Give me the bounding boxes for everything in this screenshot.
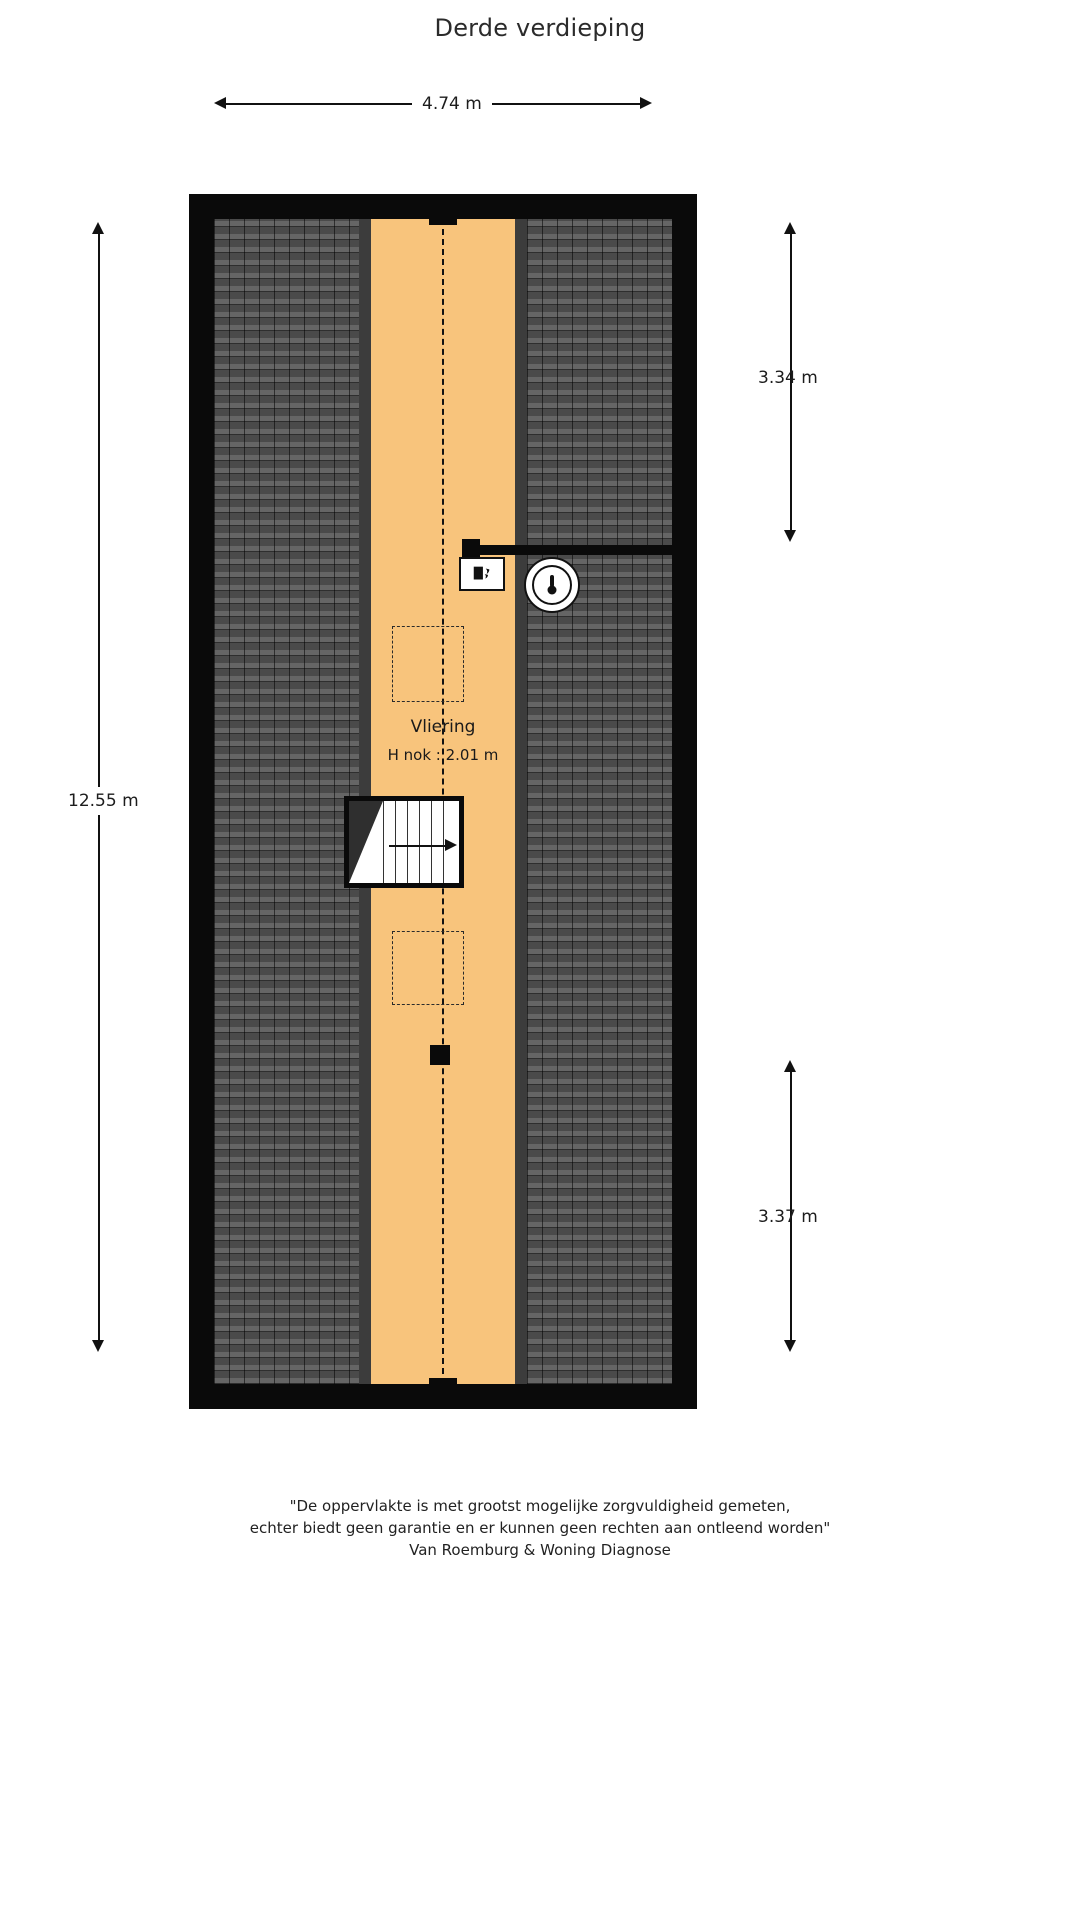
dimension-right-bottom-arrow-down bbox=[784, 1340, 796, 1352]
dimension-left-arrow-down bbox=[92, 1340, 104, 1352]
staircase[interactable] bbox=[344, 796, 464, 888]
staircase-tread bbox=[419, 801, 420, 883]
roof-window-outline-upper bbox=[392, 626, 464, 702]
staircase-tread bbox=[407, 801, 408, 883]
dimension-right-bottom-line bbox=[790, 1070, 792, 1340]
dimension-right-bottom-label: 3.37 m bbox=[758, 1207, 818, 1227]
vent-point-icon bbox=[430, 1045, 450, 1065]
floor-plan bbox=[190, 195, 696, 1408]
dimension-top-label: 4.74 m bbox=[412, 94, 492, 114]
staircase-tread bbox=[395, 801, 396, 883]
water-heater-icon[interactable] bbox=[524, 557, 580, 613]
interior-wall-stub bbox=[463, 545, 672, 555]
staircase-direction-line bbox=[389, 845, 447, 847]
dimension-right-top-label: 3.34 m bbox=[758, 368, 818, 388]
wall-pier-bottom bbox=[429, 1378, 457, 1408]
footer-disclaimer-line2: echter biedt geen garantie en er kunnen geen rechten aan ontleend worden" bbox=[249, 1519, 831, 1537]
dimension-right-bottom-arrow-up bbox=[784, 1060, 796, 1072]
wall-pier-top bbox=[429, 195, 457, 225]
staircase-tread bbox=[383, 801, 384, 883]
interior-wall-post bbox=[462, 539, 480, 557]
boiler-icon[interactable] bbox=[459, 557, 505, 591]
floor-plan-interior bbox=[214, 219, 672, 1384]
dimension-top-arrow-left bbox=[214, 97, 226, 109]
staircase-winder bbox=[349, 801, 383, 883]
footer-disclaimer-line1: "De oppervlakte is met grootst mogelijke zorgvuldigheid gemeten, bbox=[289, 1497, 791, 1515]
dimension-left-line bbox=[98, 232, 100, 1340]
footer-company-name: Van Roemburg & Woning Diagnose bbox=[409, 1541, 671, 1559]
room-height-label: H nok : 2.01 m bbox=[387, 746, 499, 764]
room-label-vliering: Vliering bbox=[410, 717, 476, 737]
roof-window-outline-lower bbox=[392, 931, 464, 1005]
page-title: Derde verdieping bbox=[434, 14, 646, 42]
dimension-right-top-arrow-up bbox=[784, 222, 796, 234]
staircase-direction-arrow-icon bbox=[445, 839, 457, 851]
dimension-top-arrow-right bbox=[640, 97, 652, 109]
dimension-left-label: 12.55 m bbox=[68, 787, 139, 815]
staircase-tread bbox=[431, 801, 432, 883]
roof-slope-left bbox=[214, 219, 359, 1384]
roof-edge-band-right bbox=[515, 219, 527, 1384]
staircase-tread bbox=[443, 801, 444, 883]
roof-slope-right bbox=[527, 219, 672, 1384]
dimension-left-arrow-up bbox=[92, 222, 104, 234]
dimension-right-top-arrow-down bbox=[784, 530, 796, 542]
